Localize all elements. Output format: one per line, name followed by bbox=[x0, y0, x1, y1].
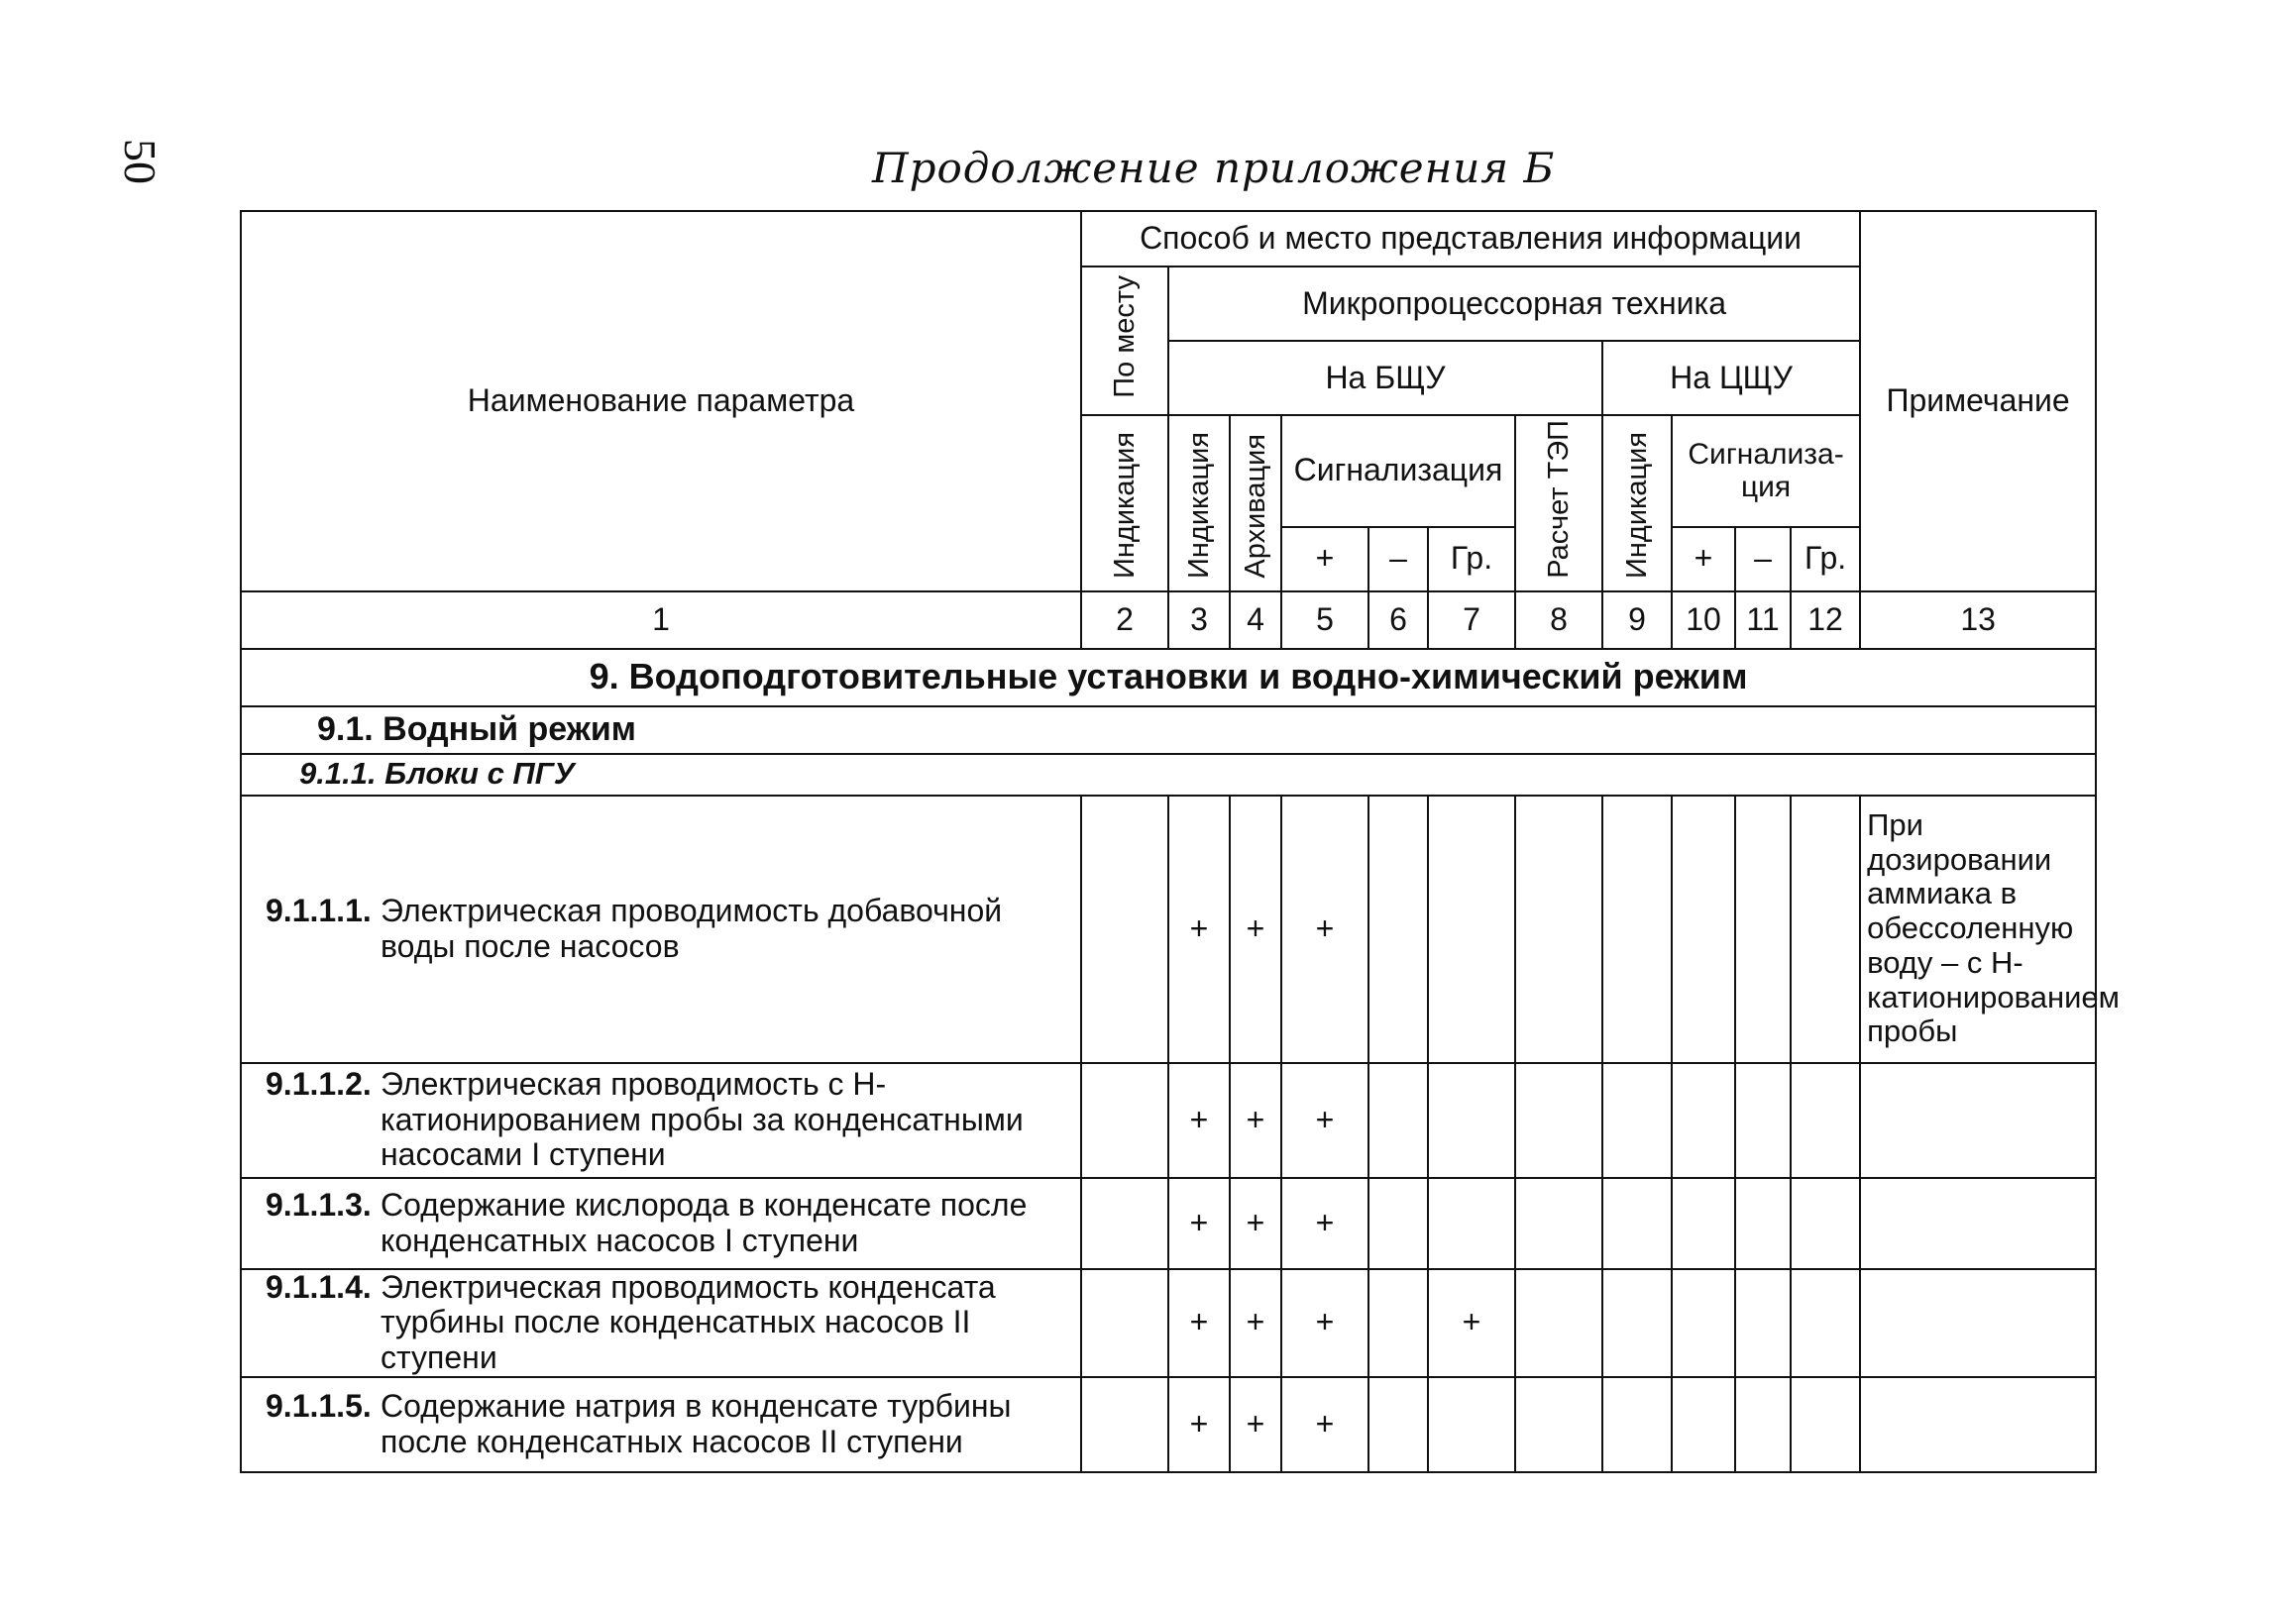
mark-cell-col-6 bbox=[1368, 1377, 1428, 1472]
row-code: 9.1.1.2. bbox=[266, 1065, 372, 1102]
header-microprocessor: Микропроцессорная техника bbox=[1168, 267, 1860, 341]
row-note bbox=[1860, 1377, 2096, 1472]
mark-cell-col-2 bbox=[1081, 1063, 1168, 1178]
mark-cell-col-3: + bbox=[1168, 1269, 1230, 1377]
running-title: Продолжение приложения Б bbox=[872, 144, 1556, 192]
header-signaling-bschu: Сигнализация bbox=[1281, 415, 1515, 527]
mark-cell-col-5: + bbox=[1281, 1377, 1368, 1472]
mark-cell-col-2 bbox=[1081, 1269, 1168, 1377]
header-local: По месту bbox=[1081, 267, 1168, 415]
column-number: 4 bbox=[1230, 591, 1281, 649]
mark-cell-col-6 bbox=[1368, 796, 1428, 1063]
section-heading: 9. Водоподготовительные установки и водно-химический режим bbox=[241, 649, 2096, 706]
column-number: 12 bbox=[1791, 591, 1860, 649]
mark-cell-col-10 bbox=[1672, 796, 1735, 1063]
header-indication-bschu: Индикация bbox=[1168, 415, 1230, 591]
table-row bbox=[241, 1377, 2096, 1472]
mark-cell-col-10 bbox=[1672, 1269, 1735, 1377]
mark-cell-col-8 bbox=[1515, 1269, 1602, 1377]
mark-cell-col-12 bbox=[1791, 1178, 1860, 1269]
row-name: Электрическая проводимость с Н-катионированием пробы за конденсатными насосами I ступени bbox=[381, 1065, 1024, 1173]
row-note bbox=[1860, 1269, 2096, 1377]
param-cell bbox=[241, 1063, 1081, 1178]
mark-cell-col-6 bbox=[1368, 1178, 1428, 1269]
mark-cell-col-9 bbox=[1602, 1269, 1672, 1377]
row-code: 9.1.1.5. bbox=[266, 1388, 372, 1425]
header-param-name: Наименование параметра bbox=[241, 211, 1081, 591]
column-number: 1 bbox=[241, 591, 1081, 649]
mark-cell-col-10 bbox=[1672, 1377, 1735, 1472]
row-code: 9.1.1.1. bbox=[266, 892, 372, 928]
mark-cell-col-4: + bbox=[1230, 1063, 1281, 1178]
header-tep: Расчет ТЭП bbox=[1515, 415, 1602, 591]
header-bschu: На БЩУ bbox=[1168, 341, 1602, 415]
header-plus-bschu: + bbox=[1281, 527, 1368, 591]
mark-cell-col-11 bbox=[1735, 1377, 1791, 1472]
mark-cell-col-7 bbox=[1428, 796, 1515, 1063]
header-plus-cschu: + bbox=[1672, 527, 1735, 591]
mark-cell-col-5: + bbox=[1281, 1269, 1368, 1377]
param-cell bbox=[241, 1269, 1081, 1377]
header-gr-cschu: Гр. bbox=[1791, 527, 1860, 591]
header-info-method: Способ и место представления информации bbox=[1081, 211, 1860, 267]
mark-cell-col-8 bbox=[1515, 1063, 1602, 1178]
row-name: Содержание кислорода в конденсате после конденсатных насосов I ступени bbox=[381, 1186, 1028, 1258]
table-row bbox=[241, 1063, 2096, 1178]
mark-cell-col-2 bbox=[1081, 796, 1168, 1063]
mark-cell-col-8 bbox=[1515, 1377, 1602, 1472]
mark-cell-col-12 bbox=[1791, 1377, 1860, 1472]
column-number: 3 bbox=[1168, 591, 1230, 649]
column-number: 8 bbox=[1515, 591, 1602, 649]
param-cell bbox=[241, 1377, 1081, 1472]
mark-cell-col-6 bbox=[1368, 1063, 1428, 1178]
mark-cell-col-10 bbox=[1672, 1063, 1735, 1178]
row-note bbox=[1860, 1063, 2096, 1178]
column-number: 13 bbox=[1860, 591, 2096, 649]
row-name: Электрическая проводимость добавочной воды после насосов bbox=[381, 892, 1003, 964]
mark-cell-col-10 bbox=[1672, 1178, 1735, 1269]
header-indication-cschu: Индикация bbox=[1602, 415, 1672, 591]
mark-cell-col-8 bbox=[1515, 796, 1602, 1063]
subsubsection-heading: 9.1.1. Блоки с ПГУ bbox=[241, 754, 2096, 796]
row-name: Содержание натрия в конденсате турбины после конденсатных насосов II ступени bbox=[381, 1388, 1012, 1460]
row-code: 9.1.1.4. bbox=[266, 1268, 372, 1305]
mark-cell-col-3: + bbox=[1168, 1178, 1230, 1269]
header-minus-bschu: – bbox=[1368, 527, 1428, 591]
header-minus-cschu: – bbox=[1735, 527, 1791, 591]
header-archiving: Архивация bbox=[1230, 415, 1281, 591]
mark-cell-col-4: + bbox=[1230, 1269, 1281, 1377]
mark-cell-col-7 bbox=[1428, 1377, 1515, 1472]
mark-cell-col-4: + bbox=[1230, 1377, 1281, 1472]
mark-cell-col-11 bbox=[1735, 1178, 1791, 1269]
mark-cell-col-9 bbox=[1602, 796, 1672, 1063]
header-indication-local: Индикация bbox=[1081, 415, 1168, 591]
mark-cell-col-3: + bbox=[1168, 1063, 1230, 1178]
mark-cell-col-9 bbox=[1602, 1063, 1672, 1178]
row-name: Электрическая проводимость конденсата турбины после конденсатных насосов II ступени bbox=[381, 1268, 996, 1376]
mark-cell-col-7 bbox=[1428, 1063, 1515, 1178]
mark-cell-col-12 bbox=[1791, 1063, 1860, 1178]
column-number: 6 bbox=[1368, 591, 1428, 649]
column-number: 11 bbox=[1735, 591, 1791, 649]
header-note: Примечание bbox=[1860, 211, 2096, 591]
param-cell bbox=[241, 796, 1081, 1063]
table-row bbox=[241, 1269, 2096, 1377]
mark-cell-col-3: + bbox=[1168, 796, 1230, 1063]
page-number: 50 bbox=[115, 139, 165, 184]
row-note: При дозировании аммиака в обессоленную воду – с Н-катионированием пробы bbox=[1860, 796, 2096, 1063]
column-number: 7 bbox=[1428, 591, 1515, 649]
mark-cell-col-9 bbox=[1602, 1377, 1672, 1472]
column-number: 10 bbox=[1672, 591, 1735, 649]
header-cschu: На ЦЩУ bbox=[1602, 341, 1860, 415]
table-row bbox=[241, 1178, 2096, 1269]
mark-cell-col-12 bbox=[1791, 796, 1860, 1063]
column-number: 5 bbox=[1281, 591, 1368, 649]
mark-cell-col-4: + bbox=[1230, 1178, 1281, 1269]
column-number: 2 bbox=[1081, 591, 1168, 649]
mark-cell-col-6 bbox=[1368, 1269, 1428, 1377]
row-note bbox=[1860, 1178, 2096, 1269]
row-code: 9.1.1.3. bbox=[266, 1186, 372, 1223]
mark-cell-col-9 bbox=[1602, 1178, 1672, 1269]
subsection-heading: 9.1. Водный режим bbox=[241, 706, 2096, 754]
mark-cell-col-12 bbox=[1791, 1269, 1860, 1377]
param-cell bbox=[241, 1178, 1081, 1269]
mark-cell-col-3: + bbox=[1168, 1377, 1230, 1472]
mark-cell-col-11 bbox=[1735, 1269, 1791, 1377]
mark-cell-col-5: + bbox=[1281, 1063, 1368, 1178]
header-signaling-cschu: Сигнализа-ция bbox=[1672, 415, 1860, 527]
mark-cell-col-7: + bbox=[1428, 1269, 1515, 1377]
data-rows bbox=[241, 796, 2120, 1472]
mark-cell-col-8 bbox=[1515, 1178, 1602, 1269]
table-row bbox=[241, 796, 2096, 1063]
mark-cell-col-4: + bbox=[1230, 796, 1281, 1063]
mark-cell-col-5: + bbox=[1281, 796, 1368, 1063]
mark-cell-col-7 bbox=[1428, 1178, 1515, 1269]
mark-cell-col-2 bbox=[1081, 1377, 1168, 1472]
mark-cell-col-11 bbox=[1735, 796, 1791, 1063]
header-gr-bschu: Гр. bbox=[1428, 527, 1515, 591]
mark-cell-col-2 bbox=[1081, 1178, 1168, 1269]
parameters-table bbox=[240, 210, 2120, 1473]
mark-cell-col-11 bbox=[1735, 1063, 1791, 1178]
mark-cell-col-5: + bbox=[1281, 1178, 1368, 1269]
column-number: 9 bbox=[1602, 591, 1672, 649]
